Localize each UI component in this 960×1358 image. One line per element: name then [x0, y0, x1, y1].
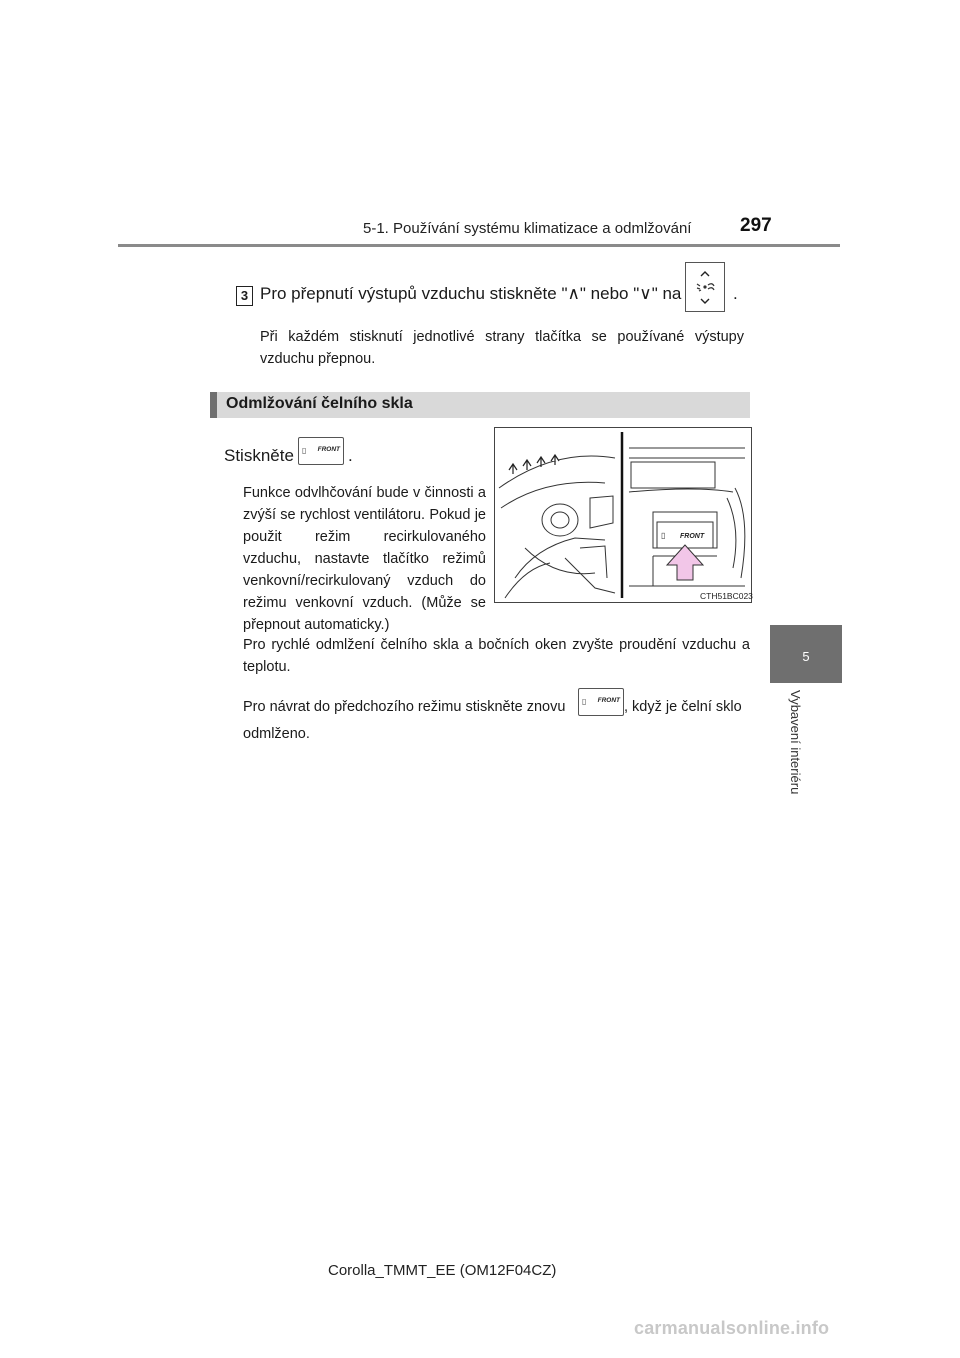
indicator-icon: ▯ [302, 446, 307, 455]
section-title: Odmlžování čelního skla [226, 395, 413, 412]
step-note: Při každém stisknutí jednotlivé strany tlačítka se používané výstupy vzduchu přepnou. [260, 329, 744, 367]
figure-front-label: FRONT [680, 533, 705, 540]
chapter-number: 5 [802, 649, 810, 664]
step-text: Pro přepnutí výstupů vzduchu stiskněte "∧" nebo "∨" na [260, 284, 682, 303]
quick-defog-text: Pro rychlé odmlžení čelního skla a bočních oken zvyšte proudění vzduchu a teplotu. [243, 637, 750, 675]
dehumidify-text: Funkce odvlhčování bude v činnosti a zvýší se rychlost ventilátoru. Pokud je použit režim recirkulovaného vzduchu, nastavte tlačítko režimů venkovní/recirkulovaný vzduch do režimu venkovní vzduch. (Může se přepnout automaticky.) [243, 485, 486, 633]
svg-text:▯: ▯ [661, 531, 666, 540]
vent-toggle-button-icon [685, 262, 725, 312]
indicator-icon: ▯ [582, 697, 587, 706]
chapter-tab [770, 625, 842, 683]
return-text-after: , když je čelní sklo [624, 699, 742, 715]
press-period: . [348, 446, 353, 465]
section-heading-bar [210, 392, 750, 418]
figure-caption: CTH51BC023 [700, 591, 753, 601]
header-section-title: 5-1. Používání systému klimatizace a odmlžování [363, 220, 692, 237]
chapter-label-wrap [788, 690, 806, 820]
vent-chevrons-icon [686, 263, 724, 311]
front-defroster-button-icon-2 [578, 688, 624, 716]
watermark: carmanualsonline.info [634, 1318, 830, 1338]
step-period: . [733, 284, 738, 303]
header-rule [118, 244, 840, 247]
press-label: Stiskněte [224, 446, 294, 465]
front-defroster-button-icon [298, 437, 344, 465]
illustration-figure [494, 427, 752, 603]
footer-model: Corolla_TMMT_EE (OM12F04CZ) [328, 1262, 557, 1279]
page-number: 297 [740, 215, 772, 236]
section-accent [210, 392, 217, 418]
dashboard-illustration [495, 428, 751, 602]
step-badge: 3 [236, 286, 253, 306]
return-text-end: odmlženo. [243, 726, 310, 742]
front-label: FRONT [597, 697, 620, 704]
front-label: FRONT [317, 446, 340, 453]
chapter-label: Vybavení interiéru [788, 690, 803, 795]
return-text-before: Pro návrat do předchozího režimu stiskněte znovu [243, 699, 566, 715]
